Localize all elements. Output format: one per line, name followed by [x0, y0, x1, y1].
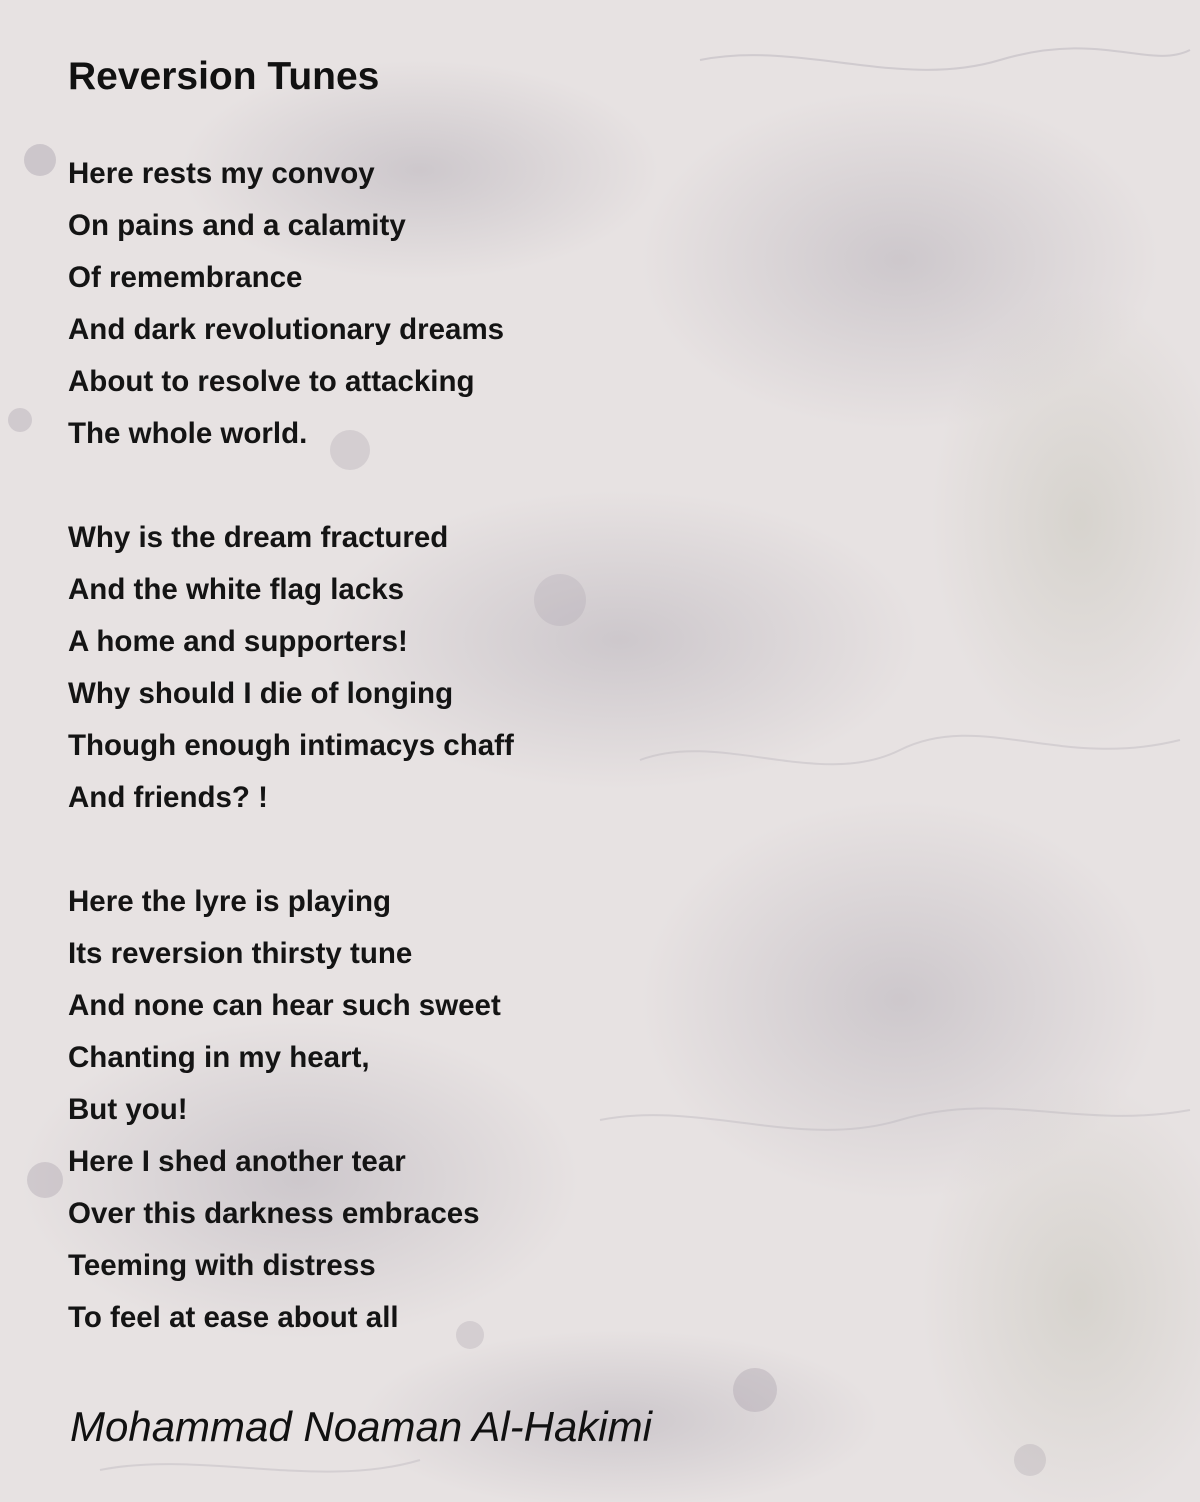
poem-line: Its reversion thirsty tune	[68, 937, 413, 970]
poem-stanza	[68, 512, 514, 824]
poem-stanza	[68, 876, 501, 1344]
poem-line: Chanting in my heart,	[68, 1041, 370, 1074]
poem-line: To feel at ease about all	[68, 1301, 399, 1334]
poem-line: Of remembrance	[68, 261, 303, 294]
poem-title: Reversion Tunes	[68, 55, 380, 98]
poem-line: And none can hear such sweet	[68, 989, 501, 1022]
poem-line: Why is the dream fractured	[68, 521, 449, 554]
poem-line: Here I shed another tear	[68, 1145, 406, 1178]
poem-line: Here rests my convoy	[68, 157, 375, 190]
poem-line: Here the lyre is playing	[68, 885, 391, 918]
poem-line: And dark revolutionary dreams	[68, 313, 505, 346]
poem-line: But you!	[68, 1093, 188, 1126]
poem-line: Over this darkness embraces	[68, 1197, 480, 1230]
poem-line: A home and supporters!	[68, 625, 408, 658]
poem-line: About to resolve to attacking	[68, 365, 475, 398]
poem-line: And friends? !	[68, 781, 268, 814]
poem-line: The whole world.	[68, 417, 308, 450]
poem-line: Teeming with distress	[68, 1249, 376, 1282]
poem-line: Though enough intimacys chaff	[68, 729, 514, 762]
poem-line: And the white flag lacks	[68, 573, 405, 606]
poem-line: Why should I die of longing	[68, 677, 454, 710]
poem-stanza	[68, 148, 504, 460]
poem-line: On pains and a calamity	[68, 209, 406, 242]
poem-author: Mohammad Noaman Al-Hakimi	[70, 1403, 652, 1450]
